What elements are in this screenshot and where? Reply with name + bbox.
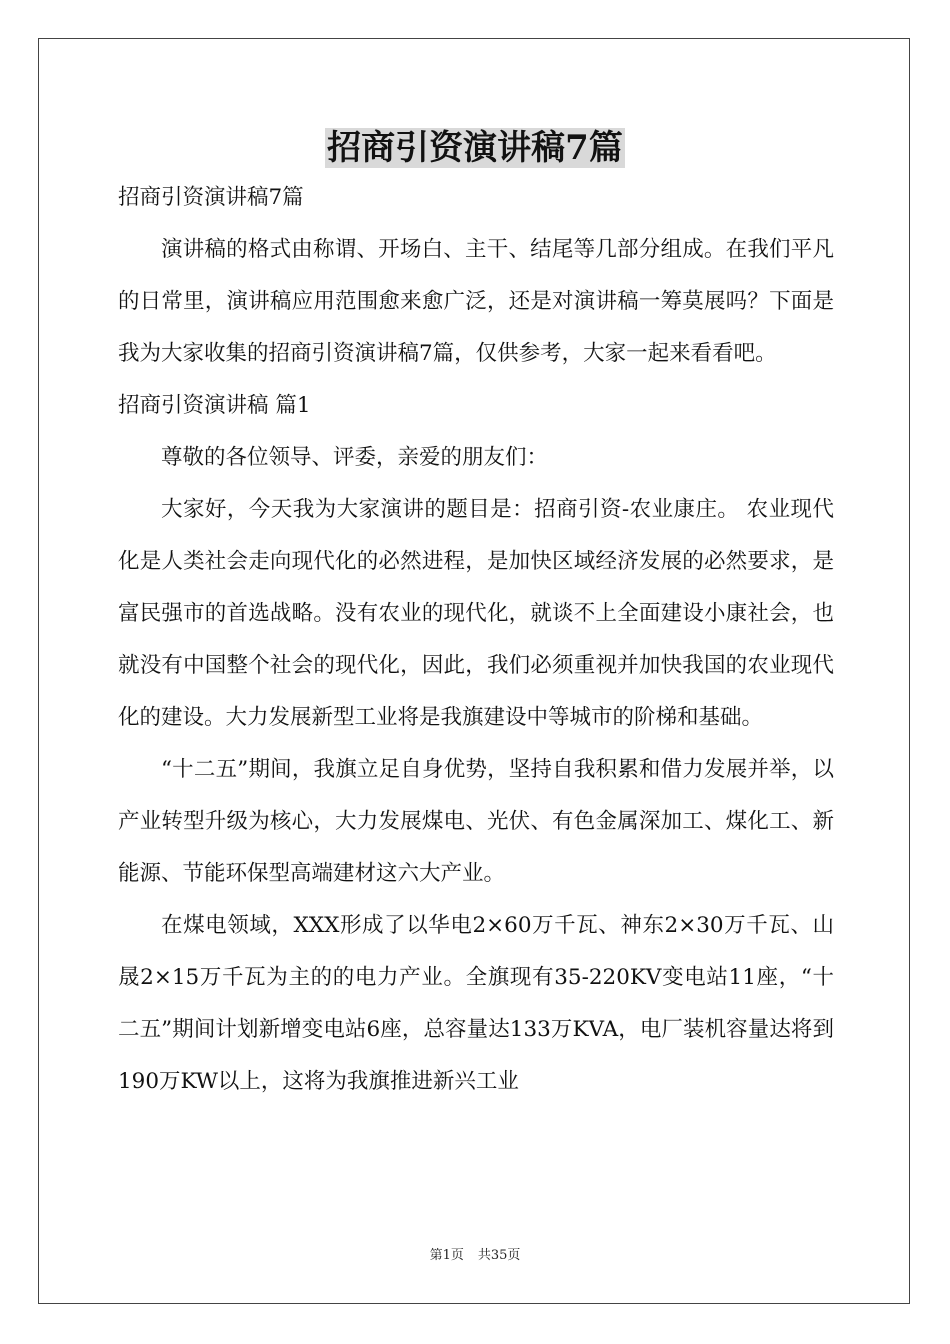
body-paragraph: 在煤电领域，XXX形成了以华电2×60万千瓦、神东2×30万千瓦、山晟2×15万千瓦为主的的电力产业。全旗现有35-220KV变电站11座，“十二五”期间计划新增变电站6座，总容量达133万KVA，电厂装机容量达将到190万KW以上，这将为我旗推进新兴工业	[118, 913, 834, 1094]
intro-paragraph: 演讲稿的格式由称谓、开场白、主干、结尾等几部分组成。在我们平凡的日常里，演讲稿应用范围愈来愈广泛，还是对演讲稿一筹莫展吗？下面是我为大家收集的招商引资演讲稿7篇，仅供参考，大家一起来看看吧。	[118, 237, 834, 366]
page-number: 第1页	[429, 1248, 464, 1263]
body-paragraph: 大家好，今天我为大家演讲的题目是：招商引资-农业康庄。 农业现代化是人类社会走向现代化的必然进程，是加快区域经济发展的必然要求，是富民强市的首选战略。没有农业的现代化，就谈不上全面建设小康社会，也就没有中国整个社会的现代化，因此，我们必须重视并加快我国的农业现代化的建设。大力发展新型工业将是我旗建设中等城市的阶梯和基础。	[118, 497, 834, 730]
body-paragraph: “十二五”期间，我旗立足自身优势，坚持自我积累和借力发展并举，以产业转型升级为核心，大力发展煤电、光伏、有色金属深加工、煤化工、新能源、节能环保型高端建材这六大产业。	[118, 757, 834, 886]
page-footer	[0, 1247, 950, 1265]
document-subtitle: 招商引资演讲稿7篇	[118, 185, 304, 210]
document-title	[0, 122, 950, 174]
document-body	[118, 172, 834, 1108]
salutation-paragraph: 尊敬的各位领导、评委，亲爱的朋友们：	[161, 445, 549, 470]
section-heading: 招商引资演讲稿 篇1	[118, 393, 311, 418]
document-title-text: 招商引资演讲稿7篇	[327, 128, 623, 168]
page-total: 共35页	[477, 1248, 521, 1263]
